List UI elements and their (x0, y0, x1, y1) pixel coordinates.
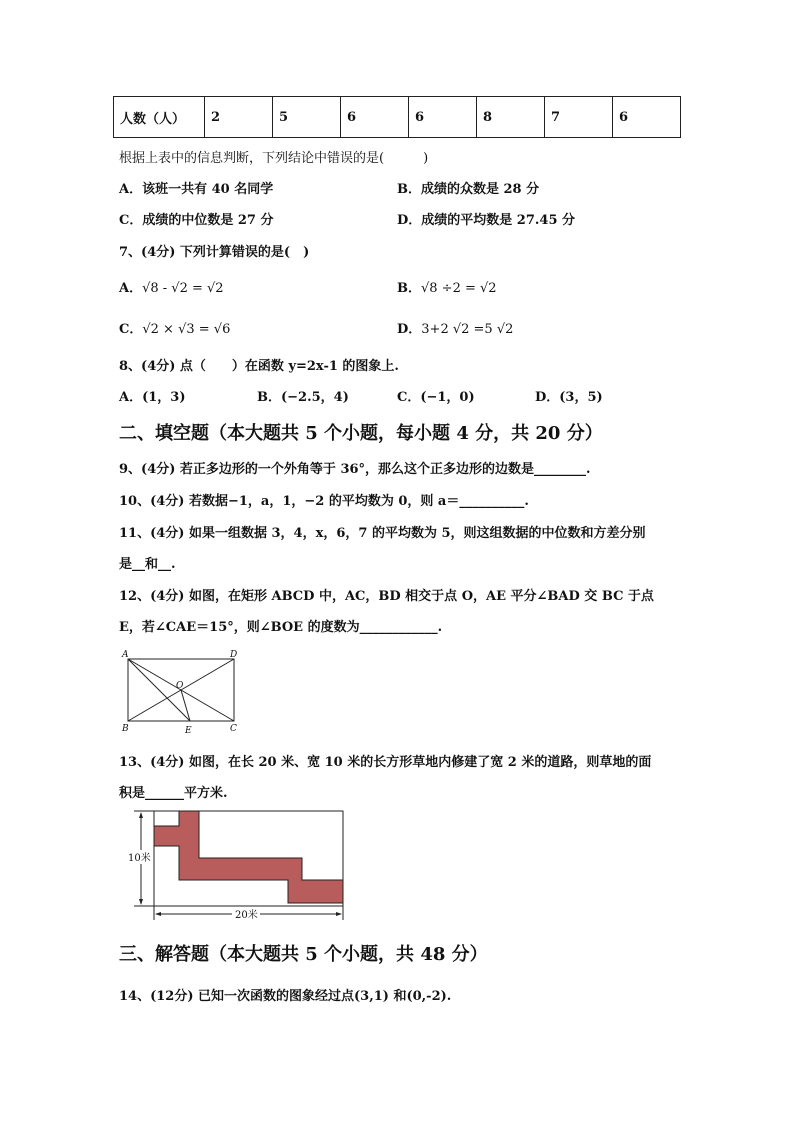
q8-option-c: C．(−1，0) (397, 390, 475, 405)
q13-line1: 13、(4分) 如图，在长 20 米、宽 10 米的长方形草地内修建了宽 2 米的道路，则草地的面 (119, 755, 652, 770)
section-2-title: 二、填空题（本大题共 5 个小题，每小题 4 分，共 20 分） (119, 423, 603, 444)
lawn-road-figure (124, 808, 354, 923)
table-cell: 7 (545, 97, 613, 138)
q14: 14、(12分) 已知一次函数的图象经过点(3,1) 和(0,-2). (119, 989, 452, 1004)
q9: 9、(4分) 若正多边形的一个外角等于 36°，那么这个正多边形的边数是________. (119, 462, 591, 477)
label-c: C (230, 724, 237, 734)
q7-expr-d: 3+2 √2 =5 √2 (421, 322, 514, 337)
q8-option-b: B．(−2.5，4) (257, 390, 349, 405)
label-o: O (176, 681, 184, 691)
q8-stem: 8、(4分) 点（ ）在函数 y=2x-1 的图象上. (119, 359, 399, 374)
q8-option-d: D．(3，5) (535, 390, 603, 405)
table-cell: 5 (273, 97, 341, 138)
q7-stem: 7、(4分) 下列计算错误的是( ) (119, 245, 310, 260)
road-shape (154, 811, 343, 903)
q11-line2: 是__和__. (119, 557, 176, 572)
q7-expr-a: √8 - √2 = √2 (142, 281, 224, 296)
q6-option-d: D．成绩的平均数是 27.45 分 (397, 213, 576, 228)
table-cell: 6 (613, 97, 681, 138)
q7-expr-b: √8 ÷2 = √2 (421, 281, 497, 296)
q12-line2: E，若∠CAE＝15°，则∠BOE 的度数为____________. (119, 620, 443, 635)
table-cell: 2 (205, 97, 273, 138)
table-cell: 6 (341, 97, 409, 138)
q10: 10、(4分) 若数据−1，a，1，−2 的平均数为 0，则 a＝__________. (119, 494, 529, 509)
label-d: D (230, 650, 238, 660)
q7-option-d: D．3+2 √2 =5 √2 (397, 322, 514, 337)
table-cell: 6 (409, 97, 477, 138)
rectangle-abcd-figure (118, 647, 248, 737)
height-label: 10米 (128, 853, 151, 864)
table-row (114, 97, 681, 138)
q6-option-a: A．该班一共有 40 名同学 (119, 182, 274, 197)
q12-line1: 12、(4分) 如图，在矩形 ABCD 中，AC，BD 相交于点 O，AE 平分∠BAD 交 BC 于点 (119, 589, 654, 604)
label-b: B (122, 724, 129, 734)
q7-option-a: A．√8 - √2 = √2 (119, 281, 224, 296)
q7-option-b: B．√8 ÷2 = √2 (397, 281, 497, 296)
q7-option-c: C．√2 × √3 = √6 (119, 322, 231, 337)
q13-line2: 积是______平方米. (119, 786, 228, 801)
label-e: E (185, 726, 192, 736)
table-header-cell: 人数（人） (114, 97, 205, 138)
q7-expr-c: √2 × √3 = √6 (142, 322, 231, 337)
q6-option-b: B．成绩的众数是 28 分 (397, 182, 540, 197)
score-table (113, 96, 681, 138)
q11-line1: 11、(4分) 如果一组数据 3，4，x，6，7 的平均数为 5，则这组数据的中位数和方差分别 (119, 526, 646, 541)
q6-option-c: C．成绩的中位数是 27 分 (119, 213, 274, 228)
q6-stem: 根据上表中的信息判断，下列结论中错误的是( ) (119, 151, 429, 166)
table-cell: 8 (477, 97, 545, 138)
width-label: 20米 (235, 910, 258, 921)
section-3-title: 三、解答题（本大题共 5 个小题，共 48 分） (119, 944, 488, 965)
q8-option-a: A．(1，3) (119, 390, 186, 405)
label-a: A (122, 650, 129, 660)
